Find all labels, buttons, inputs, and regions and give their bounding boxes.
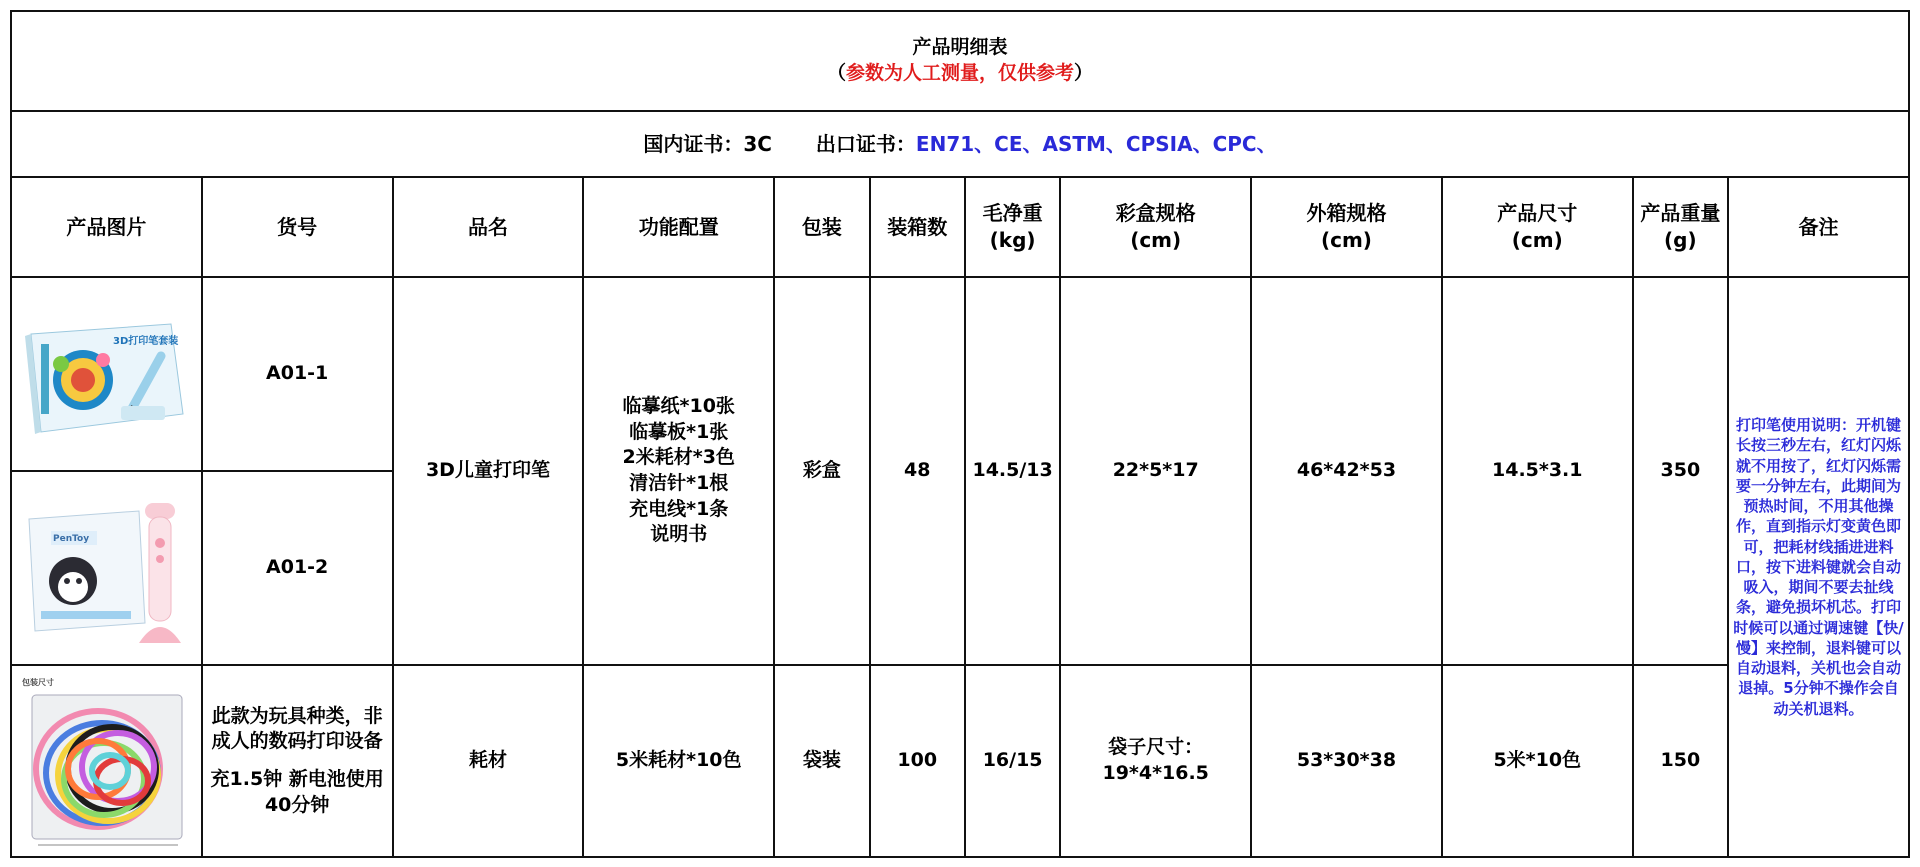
header-colorbox-unit: (cm) [1130,228,1182,252]
filament-function: 5米耗材*10色 [583,665,774,857]
header-colorbox-label: 彩盒规格 [1115,201,1196,225]
note-close-paren: ） [1074,62,1094,84]
filament-outer: 53*30*38 [1251,665,1442,857]
domestic-cert-label: 国内证书： [643,131,744,156]
filament-size: 5米*10色 [1442,665,1633,857]
header-size-label: 产品尺寸 [1497,201,1578,225]
table-row [11,665,1909,857]
function-item: 临摹纸*10张 [622,395,735,418]
pen-function-list [583,277,774,665]
filament-bag-image [18,673,194,849]
function-item: 充电线*1条 [629,497,729,520]
function-item: 临摹板*1张 [629,420,729,443]
filament-description [202,665,393,857]
filament-packing: 袋装 [774,665,869,857]
header-outer-unit: (cm) [1320,228,1372,252]
pen-box-cat-image [21,483,191,653]
product-image-a01-1 [11,277,202,471]
pen-pweight: 350 [1633,277,1728,665]
filament-bag-size [1060,665,1251,857]
title-note-text: 参数为人工测量，仅供参考 [845,62,1074,84]
product-image-a01-2 [11,471,202,665]
note-open-paren: （ [826,62,846,84]
pen-size: 14.5*3.1 [1442,277,1633,665]
product-image-filament [11,665,202,857]
filament-weight: 16/15 [965,665,1060,857]
pen-outer: 46*42*53 [1251,277,1442,665]
header-packing: 包装 [774,177,869,277]
header-pweight-unit: (g) [1664,228,1697,252]
filament-pweight: 150 [1633,665,1728,857]
header-outer-label: 外箱规格 [1306,201,1387,225]
item-no-a01-1: A01-1 [202,277,393,471]
header-name: 品名 [393,177,584,277]
bag-size-label: 袋子尺寸： [1108,736,1204,759]
filament-battery-text: 充1.5钟 新电池使用40分钟 [210,768,384,816]
pen-weight: 14.5/13 [965,277,1060,665]
filament-name: 耗材 [393,665,584,857]
certificates-cell [11,111,1909,177]
bag-caption-text: 包装尺寸 [22,678,55,687]
header-item-no: 货号 [202,177,393,277]
item-no-a01-2: A01-2 [202,471,393,665]
title-note [12,61,1908,87]
pen-carton-qty: 48 [870,277,965,665]
filament-carton-qty: 100 [870,665,965,857]
header-outer [1251,177,1442,277]
header-pweight-label: 产品重量 [1640,201,1721,225]
function-item: 清洁针*1根 [629,472,729,494]
function-item: 说明书 [650,523,708,546]
header-weight-unit: (kg) [989,228,1036,252]
pen-packing: 彩盒 [774,277,869,665]
bag-size-value: 19*4*16.5 [1102,762,1209,784]
pen-colorbox: 22*5*17 [1060,277,1251,665]
header-remarks: 备注 [1728,177,1909,277]
box1-brand-text: 3D打印笔套装 [113,336,179,347]
pen-name: 3D儿童打印笔 [393,277,584,665]
header-size-unit: (cm) [1511,228,1563,252]
header-weight [965,177,1060,277]
page-title: 产品明细表 [912,36,1008,59]
export-cert-label: 出口证书： [815,131,916,156]
table-row [11,277,1909,471]
function-item: 2米耗材*3色 [622,446,735,469]
header-carton-qty: 装箱数 [870,177,965,277]
header-colorbox [1060,177,1251,277]
header-function: 功能配置 [583,177,774,277]
header-row [11,177,1909,277]
box2-brand-text: PenToy [53,534,90,544]
title-cell [11,11,1909,111]
domestic-cert-value: 3C [743,131,772,156]
product-detail-table [10,10,1910,858]
filament-description-text: 此款为玩具种类，非成人的数码打印设备 [211,704,383,753]
header-pweight [1633,177,1728,277]
export-cert-value: EN71、CE、ASTM、CPSIA、CPC、 [915,131,1277,156]
header-weight-label: 毛净重 [982,201,1043,225]
header-size [1442,177,1633,277]
remarks-cell: 打印笔使用说明：开机键长按三秒左右，红灯闪烁就不用按了，红灯闪烁需要一分钟左右，此期间为预热时间，不用其他操作，直到指示灯变黄色即可，把耗材线插进进料口，按下进料键就会自动吸入，期间不要去扯线条，避免损坏机芯。打印时候可以通过调速键【快/慢】来控制，退料键可以自动退料，关机也会自动退掉。5分钟不操作会自动关机退料。 [1728,277,1909,857]
header-image: 产品图片 [11,177,202,277]
pen-box-blue-image [21,294,191,454]
